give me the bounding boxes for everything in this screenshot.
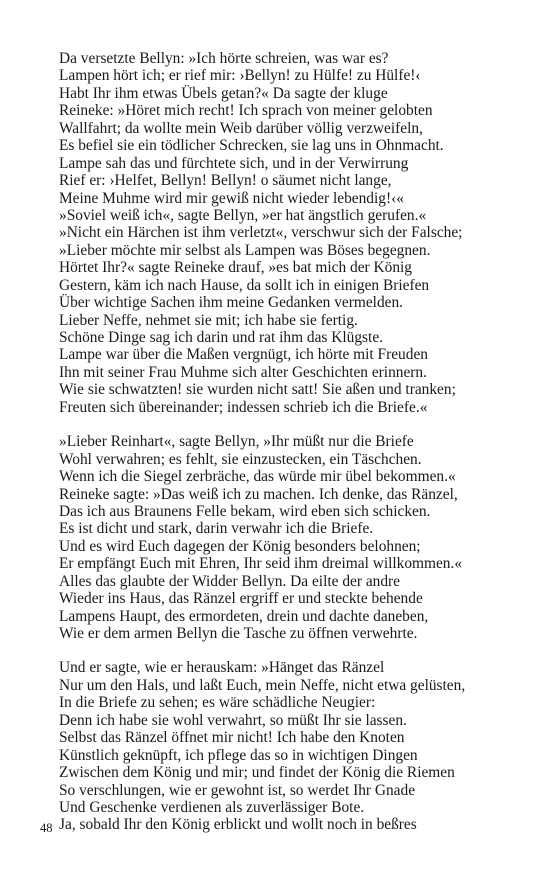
verse-line: Und es wird Euch dagegen der König besonders belohnen; <box>59 537 421 555</box>
verse-line: Über wichtige Sachen ihm meine Gedanken vermelden. <box>59 294 404 312</box>
stanza <box>59 50 499 416</box>
verse-line: Da versetzte Bellyn: »Ich hörte schreien, was war es? <box>59 50 389 67</box>
verse-line: Lampe sah das und fürchtete sich, und in der Verwirrung <box>59 154 409 172</box>
verse-line: In die Briefe zu sehen; es wäre schädliche Neugier: <box>59 694 376 712</box>
verse-text <box>59 50 499 851</box>
verse-line: »Nicht ein Härchen ist ihm verletzt«, verschwur sich der Falsche; <box>59 224 463 242</box>
verse-line: »Soviel weiß ich«, sagte Bellyn, »er hat ängstlich gerufen.« <box>59 206 427 224</box>
verse-line: Ja, sobald Ihr den König erblickt und wollt noch in beßres <box>59 816 417 834</box>
verse-line: Es befiel sie ein tödlicher Schrecken, sie lag uns in Ohnmacht. <box>59 137 444 155</box>
verse-line: Wie er dem armen Bellyn die Tasche zu öffnen verwehrte. <box>59 625 418 642</box>
verse-line: Reineke: »Höret mich recht! Ich sprach von meiner gelobten <box>59 102 433 120</box>
verse-line: Wallfahrt; da wollte mein Weib darüber völlig verzweifeln, <box>59 119 423 137</box>
verse-line: Reineke sagte: »Das weiß ich zu machen. Ich denke, das Ränzel, <box>59 485 458 503</box>
stanza <box>59 659 499 833</box>
verse-line: Selbst das Ränzel öffnet mir nicht! Ich habe den Knoten <box>59 729 405 747</box>
verse-line: Nur um den Hals, und laßt Euch, mein Neffe, nicht etwa gelüsten, <box>59 676 466 694</box>
verse-line: Er empfängt Euch mit Ehren, Ihr seid ihm dreimal willkommen.« <box>59 555 463 573</box>
verse-line: Denn ich habe sie wohl verwahrt, so müßt Ihr sie lassen. <box>59 711 407 729</box>
verse-line: Zwischen dem König und mir; und findet der König die Riemen <box>59 764 455 782</box>
verse-line: Hörtet Ihr?« sagte Reineke drauf, »es bat mich der König <box>59 259 413 277</box>
verse-line: »Lieber möchte mir selbst als Lampen was Böses begegnen. <box>59 241 431 259</box>
page-number: 48 <box>40 821 53 835</box>
verse-line: Wie sie schwatzten! sie wurden nicht satt! Sie aßen und tranken; <box>59 381 456 399</box>
verse-line: Wieder ins Haus, das Ränzel ergriff er und steckte behende <box>59 590 423 608</box>
verse-line: Und Geschenke verdienen als zuverlässiger Bote. <box>59 798 365 816</box>
verse-line: Es ist dicht und stark, darin verwahr ich die Briefe. <box>59 520 374 538</box>
verse-line: »Lieber Reinhart«, sagte Bellyn, »Ihr müßt nur die Briefe <box>59 433 414 451</box>
verse-line: Wohl verwahren; es fehlt, sie einzustecken, ein Täschchen. <box>59 450 422 468</box>
verse-line: So verschlungen, wie er gewohnt ist, so werdet Ihr Gnade <box>59 781 416 799</box>
verse-line: Meine Muhme wird mir gewiß nicht wieder lebendig!‹« <box>59 189 404 207</box>
verse-line: Rief er: ›Helfet, Bellyn! Bellyn! o säumet nicht lange, <box>59 172 392 190</box>
verse-line: Lieber Neffe, nehmet sie mit; ich habe sie fertig. <box>59 311 358 329</box>
verse-line: Lampens Haupt, des ermordeten, drein und dachte daneben, <box>59 607 429 625</box>
verse-line: Gestern, käm ich nach Hause, da sollt ich in einigen Briefen <box>59 276 430 294</box>
verse-line: Freuten sich übereinander; indessen schrieb ich die Briefe.« <box>59 398 428 416</box>
verse-line: Lampen hört ich; er rief mir: ›Bellyn! zu Hülfe! zu Hülfe!‹ <box>59 67 421 85</box>
verse-line: Ihn mit seiner Frau Muhme sich alter Geschichten erinnern. <box>59 363 427 381</box>
verse-line: Künstlich geknüpft, ich pflege das so in wichtigen Dingen <box>59 746 418 764</box>
verse-line: Alles das glaubte der Widder Bellyn. Da eilte der andre <box>59 572 400 590</box>
verse-line: Habt Ihr ihm etwas Übels getan?« Da sagte der kluge <box>59 84 388 102</box>
verse-line: Und er sagte, wie er herauskam: »Hänget das Ränzel <box>59 659 385 677</box>
stanza <box>59 433 499 642</box>
verse-line: Schöne Dinge sag ich darin und rat ihm das Klügste. <box>59 329 383 346</box>
verse-line: Lampe war über die Maßen vergnügt, ich hörte mit Freuden <box>59 346 428 364</box>
verse-line: Wenn ich die Siegel zerbräche, das würde mir übel bekommen.« <box>59 468 456 486</box>
verse-line: Das ich aus Braunens Felle bekam, wird eben sich schicken. <box>59 502 431 520</box>
